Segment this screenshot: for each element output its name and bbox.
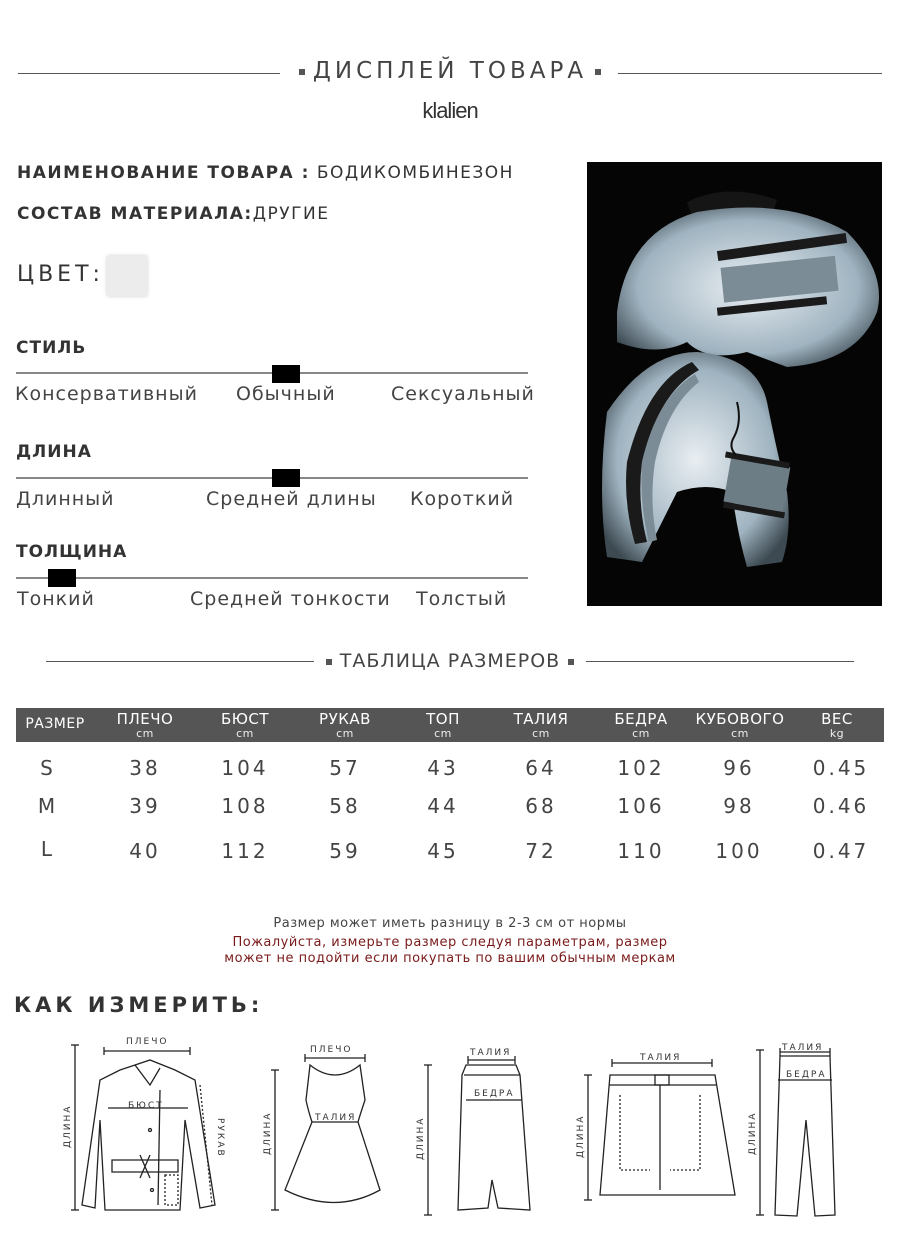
column-header-sleeve: РУКАВ cm [319, 710, 371, 740]
pants-hips-label: БЕДРА [786, 1070, 827, 1080]
table-cell-size: S [40, 756, 56, 780]
dress-diagram [271, 1054, 380, 1210]
table-cell: 100 [715, 839, 763, 863]
style-label-left: Консервативный [15, 383, 198, 405]
table-cell: 64 [525, 756, 557, 780]
table-cell: 58 [329, 794, 361, 818]
column-header-waist: ТАЛИЯ cm [513, 710, 569, 740]
dress-length-label: ДЛИНА [263, 1111, 273, 1155]
brand-logo: klalien [422, 98, 478, 123]
table-cell: 0.47 [812, 839, 870, 863]
square-bullet-icon [595, 69, 601, 75]
jacket-diagram [71, 1045, 215, 1210]
reflective-outfit-illustration [587, 162, 882, 606]
dress-waist-label: ТАЛИЯ [315, 1113, 357, 1123]
table-cell: 68 [525, 794, 557, 818]
square-bullet-icon [568, 659, 574, 665]
square-bullet-icon [299, 69, 305, 75]
material-label: СОСТАВ МАТЕРИАЛА: [17, 204, 253, 224]
table-cell: 96 [723, 756, 755, 780]
pants-length-label: ДЛИНА [748, 1111, 758, 1155]
table-cell: 108 [221, 794, 269, 818]
jacket-sleeve-label: РУКАВ [215, 1118, 225, 1158]
dress-shoulder-label: ПЛЕЧО [310, 1045, 353, 1055]
thickness-label-left: Тонкий [17, 588, 95, 610]
product-photo [587, 162, 882, 606]
table-cell: 59 [329, 839, 361, 863]
table-cell: 38 [129, 756, 161, 780]
skirt-length-label: ДЛИНА [416, 1116, 426, 1160]
size-warning-line2: может не подойти если покупать по вашим обычным меркам [224, 951, 676, 966]
size-table-title: ТАБЛИЦА РАЗМЕРОВ [339, 650, 561, 672]
measurement-diagrams [0, 1030, 900, 1230]
column-header-bust: БЮСТ cm [220, 710, 270, 740]
table-cell: 44 [427, 794, 459, 818]
jacket-shoulder-label: ПЛЕЧО [126, 1037, 169, 1047]
length-label-right: Короткий [410, 488, 515, 510]
color-swatch[interactable] [107, 256, 147, 296]
thickness-label-mid: Средней тонкости [190, 588, 391, 610]
table-cell: 112 [221, 839, 269, 863]
style-label-mid: Обычный [236, 383, 336, 405]
display-title-wrap [0, 58, 900, 84]
jacket-length-label: ДЛИНА [63, 1104, 73, 1148]
shorts-length-label: ДЛИНА [576, 1114, 586, 1158]
style-label-right: Сексуальный [391, 383, 535, 405]
table-cell: 106 [617, 794, 665, 818]
column-header-weight: ВЕС kg [821, 710, 853, 740]
style-scale-title: СТИЛЬ [16, 338, 87, 358]
table-cell: 98 [723, 794, 755, 818]
square-bullet-icon [326, 659, 332, 665]
table-cell: 0.46 [812, 794, 870, 818]
skirt-waist-label: ТАЛИЯ [470, 1048, 512, 1058]
pants-waist-label: ТАЛИЯ [782, 1043, 824, 1053]
size-table-title-wrap [0, 650, 900, 672]
color-label: ЦВЕТ: [17, 262, 104, 287]
table-cell: 43 [427, 756, 459, 780]
table-cell-size: M [37, 794, 59, 818]
table-cell: 39 [129, 794, 161, 818]
column-header-top: ТОП cm [426, 710, 460, 740]
size-note: Размер может иметь разницу в 2-3 см от нормы [273, 916, 627, 931]
table-cell: 40 [129, 839, 161, 863]
product-name-value: БОДИКОМБИНЕЗОН [316, 163, 514, 183]
table-cell: 57 [329, 756, 361, 780]
skirt-diagram [424, 1056, 530, 1215]
material-row [17, 204, 329, 224]
table-cell: 0.45 [812, 756, 870, 780]
product-name-label: НАИМЕНОВАНИЕ ТОВАРА : [17, 163, 310, 183]
table-cell-size: L [40, 837, 56, 861]
size-table-header [16, 708, 884, 742]
column-header-cup: КУБОВОГО cm [695, 710, 785, 740]
table-cell: 110 [617, 839, 665, 863]
column-header-size: РАЗМЕР [25, 716, 85, 732]
material-value: ДРУГИЕ [252, 204, 330, 224]
table-cell: 72 [525, 839, 557, 863]
length-label-mid: Средней длины [206, 488, 377, 510]
table-cell: 102 [617, 756, 665, 780]
how-to-measure-title: КАК ИЗМЕРИТЬ: [14, 993, 264, 1017]
thickness-scale-title: ТОЛЩИНА [16, 542, 128, 562]
skirt-hips-label: БЕДРА [474, 1089, 515, 1099]
size-warning-line1: Пожалуйста, измерьте размер следуя параметрам, размер [232, 935, 668, 950]
thickness-label-right: Толстый [416, 588, 508, 610]
length-scale-title: ДЛИНА [16, 442, 92, 462]
length-label-left: Длинный [16, 488, 115, 510]
shorts-waist-label: ТАЛИЯ [640, 1053, 682, 1063]
thickness-scale-marker [48, 569, 76, 587]
column-header-shoulder: ПЛЕЧО cm [116, 710, 174, 740]
product-name-row [17, 163, 514, 183]
style-scale-marker [272, 365, 300, 383]
display-title: ДИСПЛЕЙ ТОВАРА [312, 58, 588, 84]
table-cell: 104 [221, 756, 269, 780]
thickness-scale-line [16, 577, 528, 579]
shorts-diagram [584, 1059, 735, 1200]
length-scale-marker [272, 469, 300, 487]
table-cell: 45 [427, 839, 459, 863]
jacket-bust-label: БЮСТ [128, 1101, 164, 1111]
column-header-hips: БЕДРА cm [614, 710, 668, 740]
